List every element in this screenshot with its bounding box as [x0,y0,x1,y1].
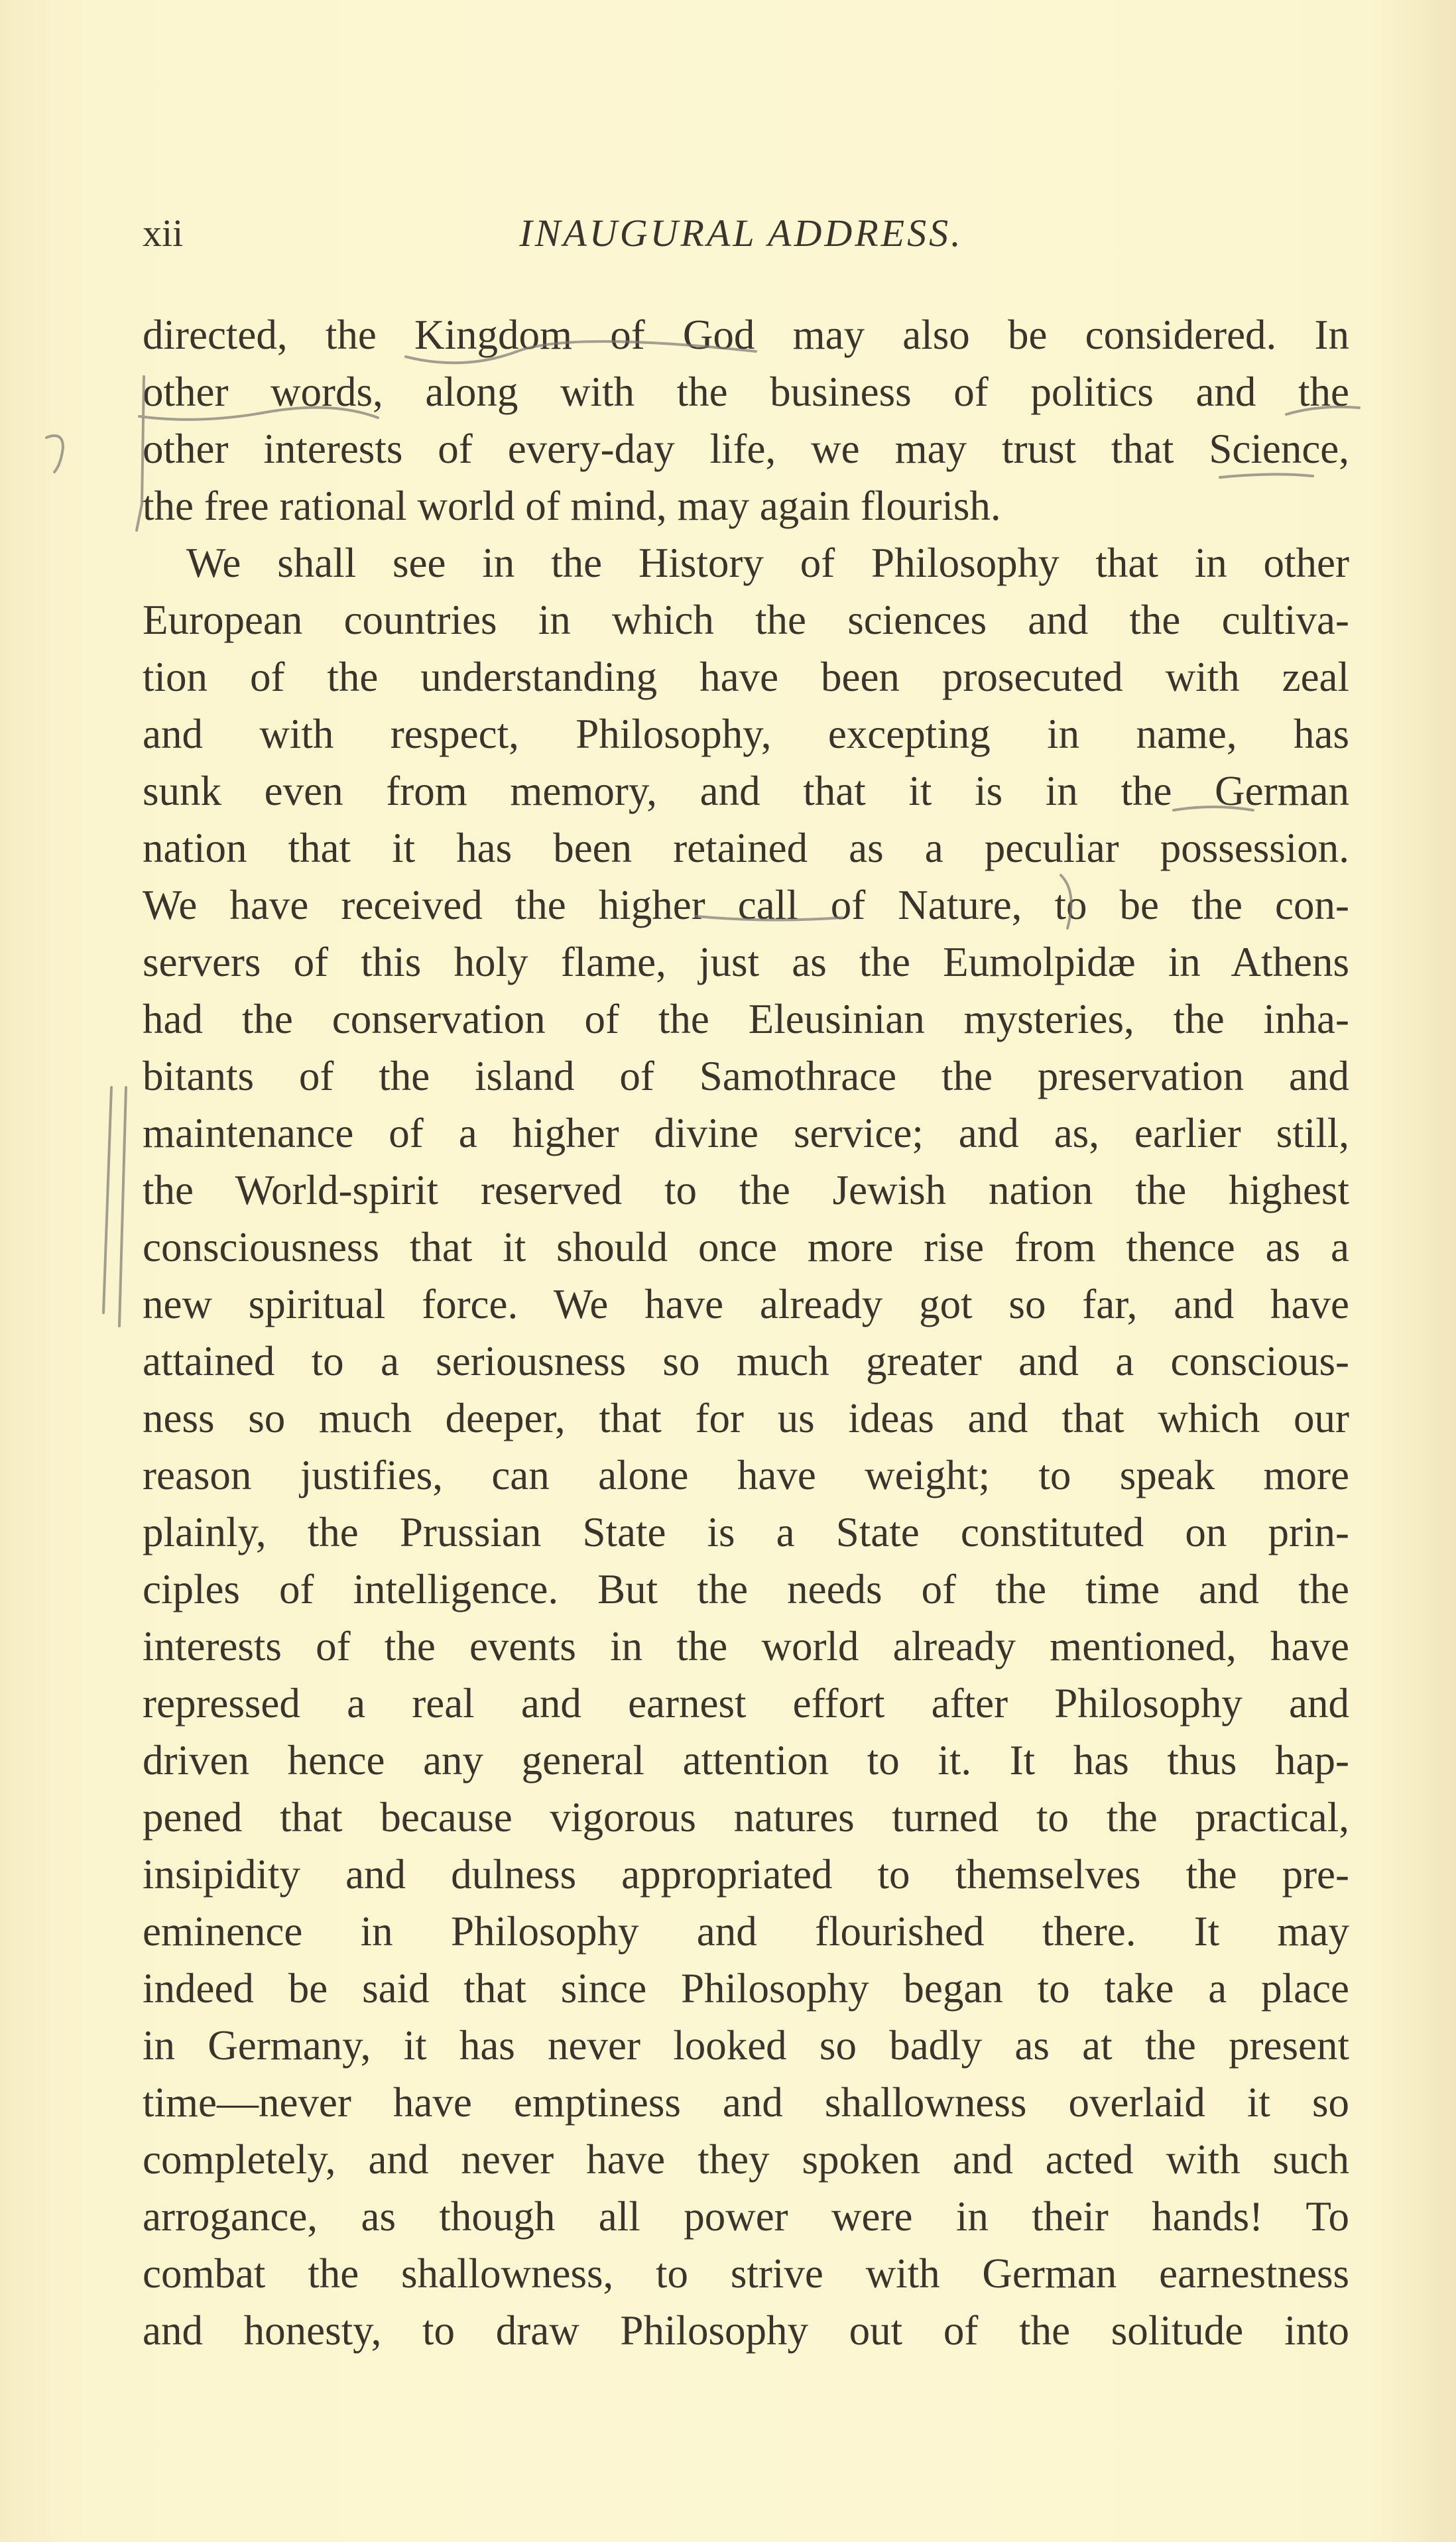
text-line: repressed a real and earnest effort after Philosophy and [143,1680,1349,1726]
text-line: plainly, the Prussian State is a State constituted on prin- [143,1509,1349,1555]
text-line: and with respect, Philosophy, excepting in name, has [143,711,1349,757]
text-line: the free rational world of mind, may again flourish. [143,483,1001,529]
text-line: tion of the understanding have been prosecuted with zeal [143,654,1349,700]
text-line: nation that it has been retained as a peculiar possession. [143,825,1349,871]
text-line: consciousness that it should once more rise from thence as a [143,1224,1349,1270]
text-line: in Germany, it has never looked so badly as at the present [143,2022,1349,2069]
text-line: new spiritual force. We have already got so far, and have [143,1281,1349,1327]
text-line: had the conservation of the Eleusinian mysteries, the inha- [143,996,1349,1042]
text-line: interests of the events in the world already mentioned, have [143,1623,1349,1669]
text-line: insipidity and dulness appropriated to themselves the pre- [143,1851,1349,1898]
pencil-question-mark [46,436,63,472]
pencil-margin-line [119,1087,126,1326]
text-line: We have received the higher call of Nature, to be the con- [143,882,1349,928]
text-line: directed, the Kingdom of God may also be considered. In [143,312,1349,358]
text-line: ness so much deeper, that for us ideas and that which our [143,1395,1349,1441]
text-line: We shall see in the History of Philosophy that in other [186,540,1349,586]
text-line: completely, and never have they spoken and acted with such [143,2136,1349,2183]
text-line: reason justifies, can alone have weight; to speak more [143,1452,1349,1498]
page-body-text [143,306,1349,2359]
running-title: INAUGURAL ADDRESS. [519,212,963,255]
text-line: maintenance of a higher divine service; and as, earlier still, [143,1110,1349,1156]
text-line: driven hence any general attention to it. It has thus hap- [143,1737,1349,1784]
text-line: pened that because vigorous natures turned to the practical, [143,1794,1349,1841]
text-line: European countries in which the sciences and the cultiva- [143,597,1349,643]
text-line: time—never have emptiness and shallowness overlaid it so [143,2079,1349,2126]
text-line: servers of this holy flame, just as the Eumolpidæ in Athens [143,939,1349,985]
text-line: bitants of the island of Samothrace the preservation and [143,1053,1349,1099]
text-line: other words, along with the business of politics and the [143,369,1349,415]
text-line: combat the shallowness, to strive with German earnestness [143,2250,1349,2297]
text-line: and honesty, to draw Philosophy out of the solitude into [143,2307,1349,2354]
text-line: eminence in Philosophy and flourished there. It may [143,1908,1349,1955]
text-line: ciples of intelligence. But the needs of the time and the [143,1566,1349,1612]
page-number: xii [143,212,184,255]
text-line: attained to a seriousness so much greater and a conscious- [143,1338,1349,1384]
text-line: arrogance, as though all power were in their hands! To [143,2193,1349,2240]
text-line: sunk even from memory, and that it is in the German [143,768,1349,814]
pencil-margin-line [103,1087,111,1313]
text-line: indeed be said that since Philosophy began to take a place [143,1965,1349,2012]
text-line: other interests of every-day life, we may trust that Science, [143,426,1349,472]
text-line: the World-spirit reserved to the Jewish nation the highest [143,1167,1349,1213]
